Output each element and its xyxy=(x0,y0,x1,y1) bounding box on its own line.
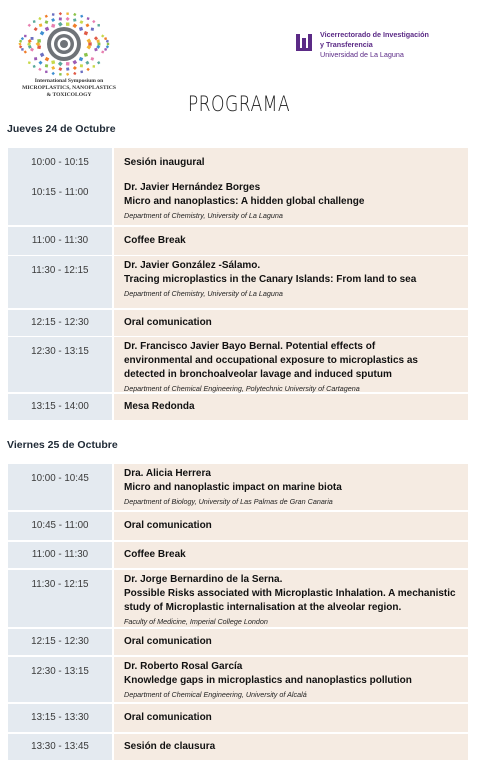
session-time-cell xyxy=(8,657,112,702)
session-time: 11:30 - 12:15 xyxy=(31,579,89,590)
session-row xyxy=(8,657,468,702)
session-details xyxy=(114,337,468,392)
session-row xyxy=(8,464,468,510)
session-time: 10:15 - 11:00 xyxy=(31,187,89,198)
session-time: 10:45 - 11:00 xyxy=(31,520,89,531)
session-time-cell xyxy=(8,178,112,225)
session-details xyxy=(114,178,468,225)
session-time: 11:00 - 11:30 xyxy=(31,549,89,560)
session-time: 13:15 - 13:30 xyxy=(31,712,89,723)
session-subtitle: study of Microplastic internalisation at the alveolar region. xyxy=(124,602,402,613)
session-subtitle: detected in bronchoalveolar lavage and induced sputum xyxy=(124,369,392,380)
day-heading: Jueves 24 de Octubre xyxy=(7,123,116,135)
session-title: Oral comunication xyxy=(124,520,212,531)
university-line-2: y Transferencia xyxy=(320,40,373,49)
symposium-logo xyxy=(10,12,118,100)
session-time: 10:00 - 10:45 xyxy=(31,473,89,484)
eye-mosaic-logo-icon xyxy=(10,12,118,76)
session-time-cell xyxy=(8,512,112,540)
session-row xyxy=(8,629,468,655)
session-subtitle: Tracing microplastics in the Canary Islands: From land to sea xyxy=(124,274,417,285)
speaker-affiliation: Department of Chemistry, University of La Laguna xyxy=(124,289,283,298)
session-row xyxy=(8,337,468,392)
session-row xyxy=(8,148,468,178)
university-line-1: Vicerrectorado de Investigación xyxy=(320,30,429,39)
session-time-cell xyxy=(8,629,112,655)
session-details xyxy=(114,542,468,568)
day-heading: Viernes 25 de Octubre xyxy=(7,439,118,451)
session-details xyxy=(114,256,468,308)
session-row xyxy=(8,394,468,420)
university-line-3: Universidad de La Laguna xyxy=(320,50,404,59)
session-time: 12:15 - 12:30 xyxy=(31,636,89,647)
session-time-cell xyxy=(8,310,112,336)
session-subtitle: Micro and nanoplastics: A hidden global challenge xyxy=(124,196,365,207)
session-time: 10:00 - 10:15 xyxy=(31,157,89,168)
session-time-cell xyxy=(8,542,112,568)
session-row xyxy=(8,256,468,308)
session-title: Dr. Jorge Bernardino de la Serna. xyxy=(124,574,283,585)
speaker-affiliation: Faculty of Medicine, Imperial College London xyxy=(124,617,268,626)
speaker-affiliation: Department of Chemical Engineering, Polytechnic University of Cartagena xyxy=(124,384,360,393)
speaker-affiliation: Department of Chemical Engineering, University of Alcalá xyxy=(124,690,307,699)
session-time: 11:30 - 12:15 xyxy=(31,265,89,276)
session-details xyxy=(114,629,468,655)
session-row xyxy=(8,310,468,336)
session-row xyxy=(8,227,468,255)
session-title: Sesión de clausura xyxy=(124,741,216,752)
session-time: 12:30 - 13:15 xyxy=(31,346,89,357)
session-row xyxy=(8,542,468,568)
session-details xyxy=(114,148,468,178)
session-row xyxy=(8,704,468,732)
session-time-cell xyxy=(8,734,112,760)
symposium-name: International Symposium on MICROPLASTICS, NANOPLASTICS & TOXICOLOGY xyxy=(22,78,116,98)
session-time-cell xyxy=(8,570,112,627)
session-time: 12:30 - 13:15 xyxy=(31,666,89,677)
session-time-cell xyxy=(8,394,112,420)
session-title: Oral comunication xyxy=(124,636,212,647)
session-details xyxy=(114,657,468,702)
session-subtitle: environmental and occupational exposure to microplastics as xyxy=(124,355,418,366)
session-details xyxy=(114,570,468,627)
session-title: Sesión inaugural xyxy=(124,157,205,168)
page-title: PROGRAMA xyxy=(187,92,291,116)
session-title: Dra. Alicia Herrera xyxy=(124,468,211,479)
session-details xyxy=(114,227,468,255)
session-row xyxy=(8,734,468,760)
session-title: Oral comunication xyxy=(124,317,212,328)
session-details xyxy=(114,310,468,336)
session-title: Dr. Roberto Rosal García xyxy=(124,661,243,672)
speaker-affiliation: Department of Chemistry, University of La Laguna xyxy=(124,211,283,220)
session-time: 13:15 - 14:00 xyxy=(31,401,89,412)
session-time: 11:00 - 11:30 xyxy=(31,235,89,246)
session-details xyxy=(114,734,468,760)
session-time-cell xyxy=(8,256,112,308)
session-title: Coffee Break xyxy=(124,235,186,246)
session-title: Dr. Javier González -Sálamo. xyxy=(124,260,261,271)
session-time-cell xyxy=(8,704,112,732)
session-details xyxy=(114,704,468,732)
session-details xyxy=(114,512,468,540)
session-subtitle: Micro and nanoplastic impact on marine biota xyxy=(124,482,342,493)
speaker-affiliation: Department of Biology, University of Las Palmas de Gran Canaria xyxy=(124,497,333,506)
session-row xyxy=(8,178,468,225)
ull-emblem-icon xyxy=(296,32,314,54)
session-row xyxy=(8,570,468,627)
university-logo xyxy=(296,30,466,62)
session-time-cell xyxy=(8,148,112,178)
session-title: Coffee Break xyxy=(124,549,186,560)
session-subtitle: Knowledge gaps in microplastics and nanoplastics pollution xyxy=(124,675,412,686)
session-time: 13:30 - 13:45 xyxy=(31,741,89,752)
session-title: Dr. Javier Hernández Borges xyxy=(124,182,261,193)
session-details xyxy=(114,394,468,420)
session-time-cell xyxy=(8,464,112,510)
session-row xyxy=(8,512,468,540)
session-time-cell xyxy=(8,227,112,255)
session-title: Mesa Redonda xyxy=(124,401,195,412)
session-subtitle: Possible Risks associated with Microplastic Inhalation. A mechanistic xyxy=(124,588,456,599)
session-details xyxy=(114,464,468,510)
session-title: Oral comunication xyxy=(124,712,212,723)
session-title: Dr. Francisco Javier Bayo Bernal. Potential effects of xyxy=(124,341,376,352)
session-time-cell xyxy=(8,337,112,392)
session-time: 12:15 - 12:30 xyxy=(31,317,89,328)
